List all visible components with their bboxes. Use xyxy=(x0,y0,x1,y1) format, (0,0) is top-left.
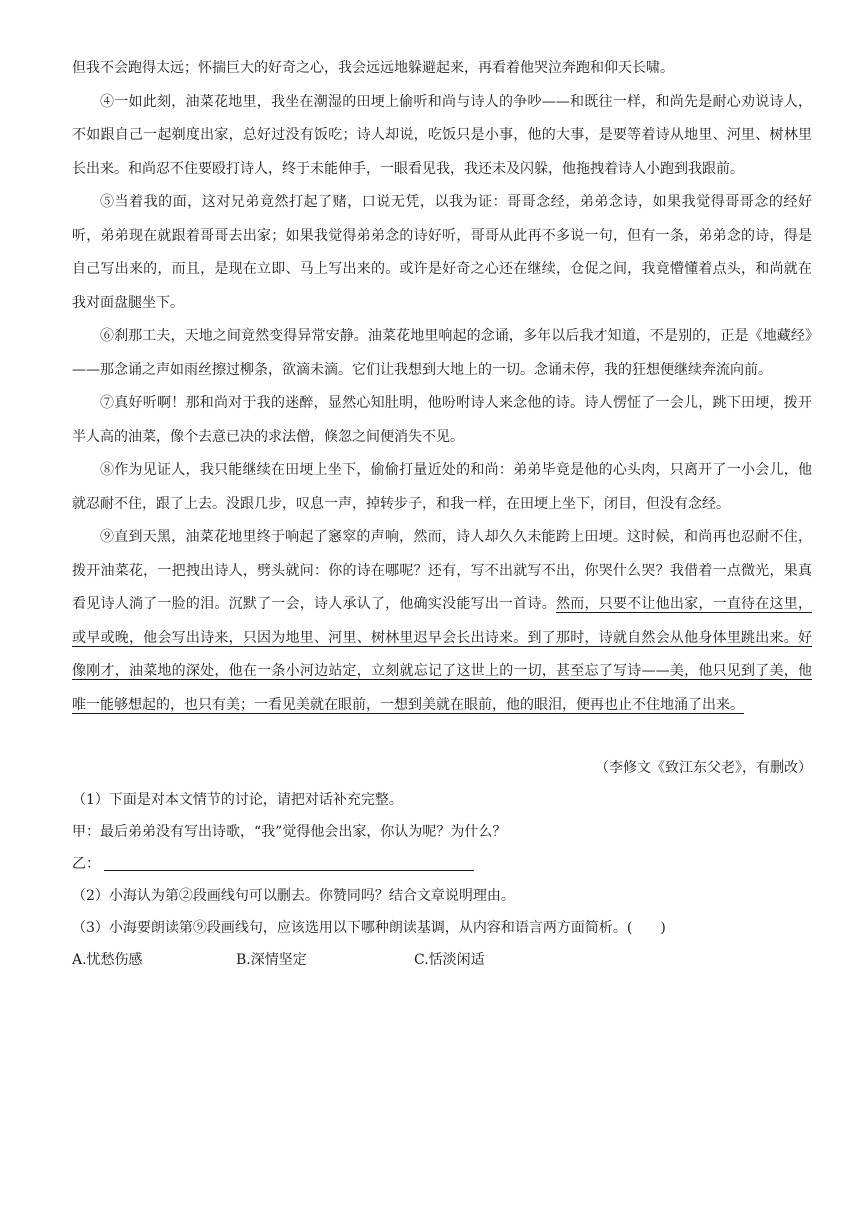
source-citation: （李修文《致江东父老》，有删改） xyxy=(595,760,812,776)
spacer xyxy=(72,722,812,752)
paragraph-9 xyxy=(72,521,812,722)
paragraph-continuation: 但我不会跑得太远；怀揣巨大的好奇之心，我会远远地躲避起来，再看着他哭泣奔跑和仰天长啸。 xyxy=(72,60,674,76)
paragraph-6: ⑥刹那工夫，天地之间竟然变得异常安静。油菜花地里响起的念诵，多年以后我才知道，不是别的，正是《地藏经》——那念诵之声如雨丝擦过柳条，欲滴未滴。它们让我想到大地上的一切。念诵未停，我的狂想便继续奔流向前。 xyxy=(72,328,812,378)
option-c[interactable]: C.恬淡闲适 xyxy=(414,952,485,968)
option-a[interactable]: A.忧愁伤感 xyxy=(72,952,143,968)
question-1-speaker-jia: 甲：最后弟弟没有写出诗歌，“我”觉得他会出家，你认为呢？为什么？ xyxy=(72,824,507,840)
document-page xyxy=(72,52,812,976)
option-b[interactable]: B.深情坚定 xyxy=(236,952,307,968)
paragraph-9-text: ⑨直到天黑，油菜花地里终于响起了窸窣的声响，然而，诗人却久久未能跨上田埂。这时候，和尚再也忍耐不住，拨开油菜花，一把拽出诗人，劈头就问：你的诗在哪呢？还有，写不出就写不出，你哭什么哭？我借着一点微光，果真看见诗人淌了一脸的泪。沉默了一会，诗人承认了，他确实没能写出一首诗。 xyxy=(72,529,812,612)
question-3-options xyxy=(72,944,812,976)
paragraph-9-underlined-sentence: 然而，只要不让他出家，一直待在这里，或早或晚，他会写出诗来，只因为地里、河里、树林里迟早会长出诗来。到了那时，诗就自然会从他身体里跳出来。好像刚才，油菜地的深处，他在一条小河边站定，立刻就忘记了这世上的一切，甚至忘了写诗——美，他只见到了美，他唯一能够想起的，也只有美；一看见美就在眼前，一想到美就在眼前，他的眼泪，便再也止不住地涌了出来。 xyxy=(72,596,812,713)
question-1-speaker-yi xyxy=(72,848,812,880)
answer-blank-line[interactable] xyxy=(104,852,474,871)
question-1: （1）下面是对本文情节的讨论，请把对话补充完整。 xyxy=(72,792,403,808)
question-2: （2）小海认为第②段画线句可以删去。你赞同吗？结合文章说明理由。 xyxy=(72,888,515,904)
paragraph-8: ⑧作为见证人，我只能继续在田埂上坐下，偷偷打量近处的和尚：弟弟毕竟是他的心头肉，只离开了一小会儿，他就忍耐不住，跟了上去。没跟几步，叹息一声，掉转步子，和我一样，在田埂上坐下，闭目，但没有念经。 xyxy=(72,462,812,512)
paragraph-7: ⑦真好听啊！那和尚对于我的迷醉，显然心知肚明，他吩咐诗人来念他的诗。诗人愣怔了一会儿，跳下田埂，拨开半人高的油菜，像个去意已决的求法僧，倏忽之间便消失不见。 xyxy=(72,395,812,445)
paragraph-4: ④一如此刻，油菜花地里，我坐在潮湿的田埂上偷听和尚与诗人的争吵——和既往一样，和尚先是耐心劝说诗人，不如跟自己一起剃度出家，总好过没有饭吃；诗人却说，吃饭只是小事，他的大事，是要等着诗从地里、河里、树林里长出来。和尚忍不住要殴打诗人，终于未能伸手，一眼看见我，我还未及闪躲，他拖拽着诗人小跑到我跟前。 xyxy=(72,93,812,177)
paragraph-5: ⑤当着我的面，这对兄弟竟然打起了赌，口说无凭，以我为证：哥哥念经，弟弟念诗，如果我觉得哥哥念的经好听，弟弟现在就跟着哥哥去出家；如果我觉得弟弟念的诗好听，哥哥从此再不多说一句，但有一条，弟弟念的诗，得是自己写出来的，而且，是现在立即、马上写出来的。或许是好奇之心还在继续，仓促之间，我竟懵懂着点头，和尚就在我对面盘腿坐下。 xyxy=(72,194,812,311)
question-3: （3）小海要朗读第⑨段画线句，应该选用以下哪种朗读基调，从内容和语言两方面简析。( ) xyxy=(72,920,666,936)
answer-label: 乙： xyxy=(72,856,100,872)
